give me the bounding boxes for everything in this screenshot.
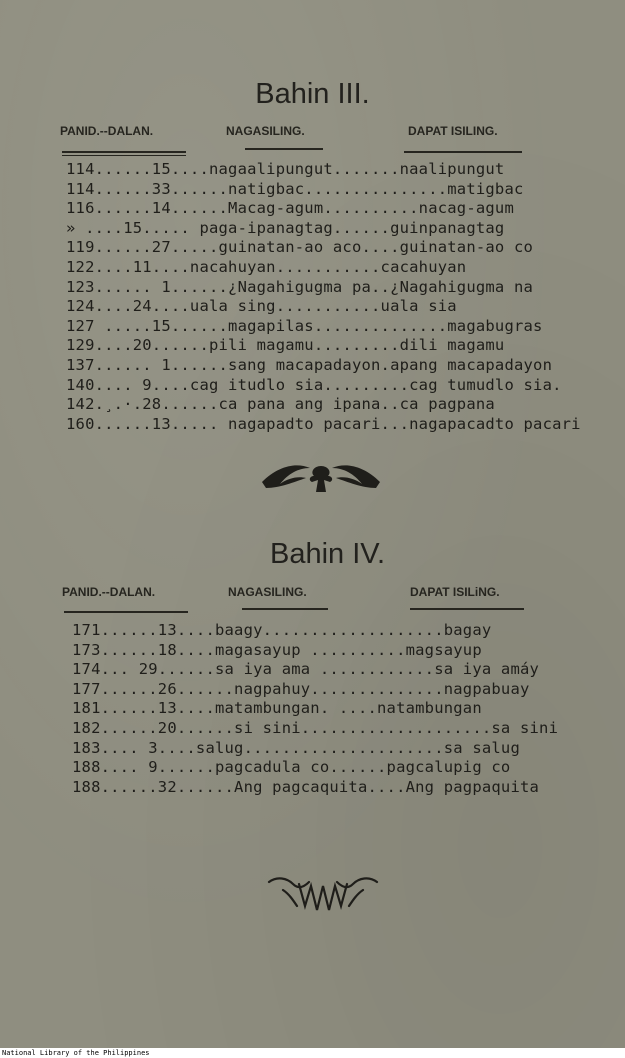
header-rule [62,155,186,156]
column-headers [0,585,625,605]
header-rule [410,608,524,610]
errata-row: 119......27.....guinatan-ao aco....guinatan-ao co [66,238,534,257]
errata-row: 173......18....magasayup ..........magsayup [72,640,482,659]
errata-row: 140.... 9....cag itudlo sia.........cag tumudlo sia. [66,375,562,394]
errata-row: 183.... 3....salug.....................sa salug [72,738,520,757]
errata-row: 174... 29......sa iya ama ............sa iya amáy [72,660,540,679]
header-rule [242,608,328,610]
header-says: NAGASILING. [226,124,305,138]
errata-list [0,160,625,434]
header-should-say: DAPAT ISILING. [408,124,498,138]
header-rule [62,151,186,153]
fleuron-icon [258,458,384,494]
errata-row: 171......13....baagy...................bagay [72,621,492,639]
errata-row: 160......13..... nagapadto pacari...nagapacadto pacari [66,414,581,433]
errata-row: » ....15..... paga-ipanagtag......guinpanagtag [66,218,505,237]
errata-row: 182......20......si sini....................sa sini [72,718,559,737]
scroll-flourish-icon [265,872,381,920]
errata-list [0,621,625,797]
errata-row: 181......13....matambungan. ....natambungan [72,699,482,718]
errata-row: 137...... 1......sang macapadayon.apang macapadayon [66,355,553,374]
errata-row: 122....11....nacahuyan...........cacahuyan [66,257,467,276]
header-rule [64,611,188,613]
section-title: Bahin IV. [269,538,386,570]
header-page-line: PANID.--DALAN. [60,124,154,138]
errata-row: 127 .....15......magapilas..............magabugras [66,316,543,335]
library-footer: National Library of the Philippines [0,1048,625,1058]
errata-row: 116......14......Macag-agum..........nacag-agum [66,199,514,218]
errata-row: 188......32......Ang pagcaquita....Ang pagpaquita [72,777,540,796]
errata-row: 177......26......nagpahuy..............nagpabuay [72,679,530,698]
header-page-line: PANID.--DALAN. [62,585,156,599]
section-title: Bahin III. [255,78,370,110]
errata-row: 142.¸.·.28......ca pana ang ipana..ca pagpana [66,395,495,414]
header-rule [245,148,323,150]
header-says: NAGASILING. [228,585,307,599]
errata-row: 123...... 1......¿Nagahigugma pa..¿Nagahigugma na [66,277,534,296]
header-should-say: DAPAT ISILiNG. [410,585,500,599]
header-rule [404,151,522,153]
errata-row: 129....20......pili magamu.........dili magamu [66,336,505,355]
column-headers [0,124,625,144]
errata-row: 114......15....nagaalipungut.......naalipungut [66,160,505,178]
errata-row: 124....24....uala sing...........uala sia [66,297,457,316]
errata-row: 188.... 9......pagcadula co......pagcalupig co [72,758,511,777]
errata-row: 114......33......natigbac...............matigbac [66,179,524,198]
